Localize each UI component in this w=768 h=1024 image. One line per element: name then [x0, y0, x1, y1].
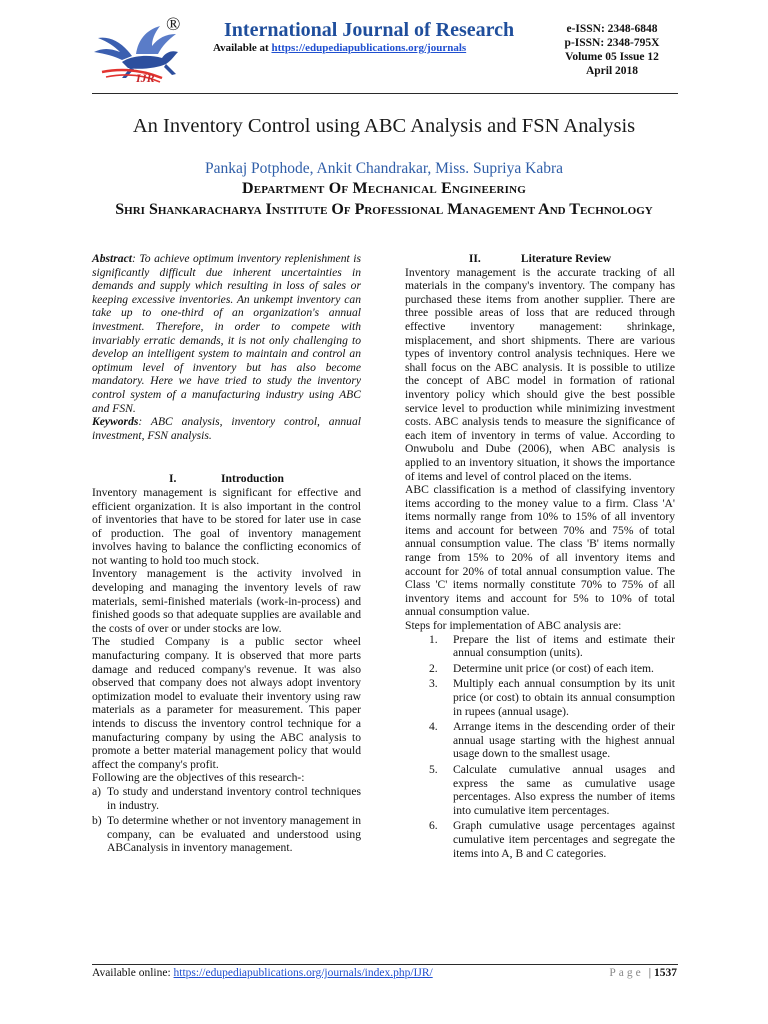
list-item-text: Determine unit price (or cost) of each item.	[453, 661, 654, 675]
list-item	[405, 677, 675, 718]
keywords	[92, 415, 361, 442]
review-paragraph: ABC classification is a method of classifying inventory items according to the money value to a firm. Class 'A' items normally range from 10% to 15% of all inventory items and account for between 70% and 75% of total annual consumption value. The class 'B' items normally range from 15% to 20% of all inventory items and account for 20% of total annual consumption value. The Class 'C' items normally constitute 70% to 75% of all inventory items and account for 5% to 10% of total annual consumption value.	[405, 483, 675, 619]
list-item-text: Multiply each annual consumption by its unit price (or cost) to obtain its annual consumption in rupees (annual usage).	[453, 677, 675, 718]
literature-review-heading	[405, 252, 675, 266]
right-column	[405, 252, 675, 862]
abstract-label: Abstract	[92, 252, 132, 265]
issn-block	[544, 22, 680, 78]
list-item-text: Graph cumulative usage percentages against cumulative item percentages and segregate the items into A, B and C categories.	[453, 819, 675, 860]
list-marker: 3.	[429, 677, 438, 691]
registered-trademark: ®	[166, 14, 181, 35]
section-number: II.	[468, 252, 481, 265]
list-item-text: To determine whether or not inventory management in company, can be evaluated and understood using ABCanalysis in inventory management.	[107, 814, 361, 855]
list-item-text: Arrange items in the descending order of their annual usage starting with the highest annual usage down to the smallest usage.	[453, 720, 675, 761]
e-issn: e-ISSN: 2348-6848	[566, 23, 658, 35]
list-marker: 4.	[429, 720, 438, 734]
steps-list	[405, 633, 675, 861]
intro-paragraph: The studied Company is a public sector wheel manufacturing company. It is observed that more parts damage and reduced company's revenue. It was also observed that company does not always adopt inventory optimization model to evaluate their inventory using raw materials as a parameter for measurement. This paper intends to discuss the inventory control technique for a manufacturing company by using the ABC analysis to promote a better material management policy that would affect the company's profit.	[92, 635, 361, 771]
list-marker: b)	[92, 814, 102, 828]
intro-paragraph: Inventory management is significant for effective and efficient organization. It is also important in the control of inventories that have to be stored for later use in case of production. The goal of inventory management involves having to balance the conflicting economics of not wanting to hold too much stock.	[92, 485, 361, 567]
paper-title: An Inventory Control using ABC Analysis and FSN Analysis	[132, 115, 636, 137]
list-item	[405, 633, 675, 660]
p-issn: p-ISSN: 2348-795X	[564, 37, 660, 49]
journal-title: International Journal of Research	[224, 19, 515, 41]
section-title: Introduction	[221, 472, 284, 486]
list-marker: 2.	[429, 661, 438, 675]
keywords-label: Keywords	[92, 415, 139, 429]
introduction-heading	[92, 472, 361, 486]
footer-divider	[92, 964, 678, 965]
list-item	[92, 814, 361, 855]
list-marker: 6.	[429, 819, 438, 833]
journal-url-line	[213, 42, 466, 54]
review-paragraph: Steps for implementation of ABC analysis are:	[405, 619, 622, 633]
left-column	[92, 252, 361, 857]
review-paragraph: Inventory management is the accurate tracking of all materials in the company's inventory. The company has purchased these items from another supplier. There are three possible areas of loss that are reduced through effective inventory management: shrinkage, misplacement, and short shipments. There are various types of inventory control analysis techniques. Here we shall focus on the ABC analysis. It is possible to utilize the concept of ABC model in formation of rational inventory policy which should give the best possible service level to production while minimizing investment costs. ABC analysis tends to measure the significance of each item of inventory in terms of value. According to Onwubolu and Dube (2006), when ABC analysis is applied to an inventory situation, it shows the importance of items and level of control placed on the items.	[405, 265, 675, 483]
list-marker: 5.	[429, 762, 438, 776]
issue-date: April 2018	[585, 65, 639, 77]
journal-link[interactable]: https://edupediapublications.org/journals	[271, 42, 467, 54]
volume-issue: Volume 05 Issue 12	[565, 51, 659, 63]
page-number: 1537	[654, 967, 677, 979]
footer-availability	[92, 967, 433, 979]
list-item	[405, 662, 675, 676]
list-item-text: Calculate cumulative annual usages and express the same as cumulative usage percentages. Also express the number of items into cumulative item percentages.	[453, 762, 675, 817]
list-item-text: To study and understand inventory control techniques in industry.	[107, 784, 361, 812]
page-indicator	[609, 967, 677, 979]
keywords-text: : ABC analysis, inventory control, annual investment, FSN analysis.	[92, 415, 361, 442]
page-separator: |	[648, 967, 651, 979]
section-number: I.	[169, 472, 177, 486]
footer-link[interactable]: https://edupediapublications.org/journals/index.php/IJR/	[173, 967, 433, 979]
section-title: Literature Review	[520, 252, 612, 265]
department: Department Of Mechanical Engineering	[241, 180, 527, 197]
objectives-list	[92, 785, 361, 855]
institute: Shri Shankaracharya Institute Of Professional Management And Technology	[115, 201, 653, 218]
list-item	[405, 720, 675, 761]
list-item	[92, 785, 361, 812]
intro-paragraph: Inventory management is the activity involved in developing and managing the inventory levels of raw materials, semi-finished materials (work-in-process) and finished goods so that adequate supplies are available and the costs of over or under stocks are low.	[92, 567, 361, 635]
logo-text: IJR	[136, 71, 155, 85]
list-marker: a)	[92, 784, 102, 798]
list-item	[405, 763, 675, 817]
list-item	[405, 819, 675, 860]
authors: Pankaj Potphode, Ankit Chandrakar, Miss. Supriya Kabra	[205, 160, 563, 177]
abstract	[92, 252, 361, 415]
intro-paragraph: Following are the objectives of this research-:	[92, 771, 305, 785]
header-divider	[92, 93, 678, 94]
page-label: Page	[609, 967, 644, 979]
list-marker: 1.	[429, 632, 438, 646]
abstract-text: : To achieve optimum inventory replenishment is significantly difficult due inherent uncertainties in demands and supply which resulting in loss of sales or keeping excessive inventories. An unkempt inventory can take up to one-third of an organization's annual investment. Therefore, in order to compete with invariably erratic demands, it is not only challenging to develop an intelligent system to maintain and control an optimum level of inventory but has also become mandatory. Here we have tried to study the inventory control system of a manufacturing industry using ABC and FSN.	[92, 252, 361, 415]
list-item-text: Prepare the list of items and estimate their annual consumption (units).	[453, 632, 675, 660]
footer-prefix: Available online:	[92, 967, 174, 979]
available-prefix: Available at	[213, 42, 272, 54]
